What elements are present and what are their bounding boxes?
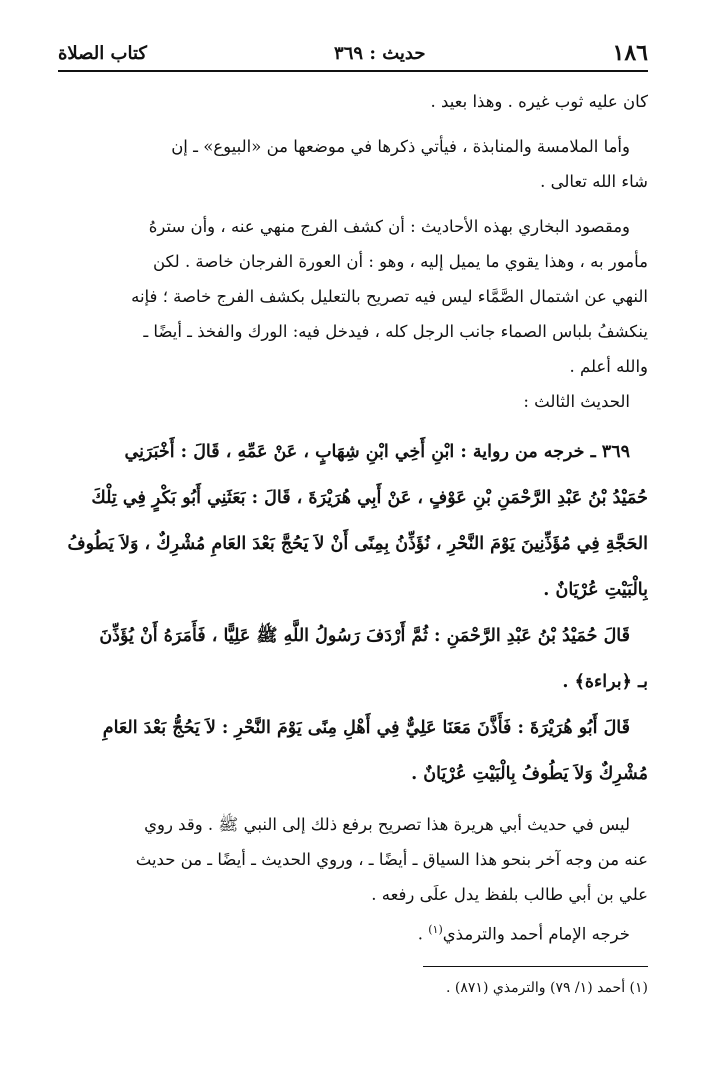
hadith-text-line: بـ ﴿براءة﴾ . [562,672,648,692]
hadith-text-line: ٣٦٩ ـ خرجه من رواية : ابْنِ أَخِي ابْنِ شِهَابٍ ، عَنْ عَمِّهِ ، قَالَ : أَخْبَرَنِي [124,442,630,462]
text-line: شاء الله تعالى . [540,172,648,191]
footnote-marker: (١) [428,923,443,936]
text-line: والله أعلم . [569,357,648,376]
book-title: كتاب الصلاة [58,42,147,64]
page-number: ١٨٦ [612,40,648,66]
page-header [58,36,648,72]
hadith-text-line: مُشْرِكٌ وَلاَ يَطُوفُ بِالْبَيْتِ عُرْيَانٌ . [411,764,648,784]
text-line: النهي عن اشتمال الصَّمَّاء ليس فيه تصريح بالتعليل بكشف الفرج خاصة ؛ فإنه [131,287,648,306]
hadith-text-line: قَالَ أَبُو هُرَيْرَةَ : فَأَذَّنَ مَعَنَا عَلِيٌّ فِي أَهْلِ مِنًى يَوْمَ النَّحْرِ : لاَ يَحُجُّ بَعْدَ العَامِ [102,718,630,738]
text-line [62,912,648,952]
footnote: (١) أحمد (١/ ٧٩) والترمذي (٨٧١) . [446,979,648,996]
text-line: ليس في حديث أبي هريرة هذا تصريح برفع ذلك إلى النبي ﷺ . وقد روي [144,815,630,834]
text-line: كان عليه ثوب غيره . وهذا بعيد . [430,92,648,111]
text-line: عنه من وجه آخر بنحو هذا السياق ـ أيضًا ـ ، وروي الحديث ـ أيضًا ـ من حديث [135,850,648,869]
section-heading: الحديث الثالث : [523,392,630,411]
text-line: ينكشفُ بلباس الصماء جانب الرجل كله ، فيدخل فيه: الورك والفخذ ـ أيضًا ـ [143,322,648,341]
text-line: علي بن أبي طالب بلفظ يدل علَى رفعه . [371,885,648,904]
citation-end: . [417,924,429,944]
hadith-text-line: الحَجَّةِ فِي مُؤَذِّنِينَ يَوْمَ النَّحْرِ ، نُؤَذِّنُ بِمِنًى أَنْ لاَ يَحُجَّ بَعْدَ العَامِ مُشْرِكٌ ، وَلاَ يَطُوفُ [67,534,648,554]
hadith-text-line: بِالْبَيْتِ عُرْيَانٌ . [543,580,648,600]
hadith-number-label: حديث : ٣٦٩ [334,42,426,64]
text-line: ومقصود البخاري بهذه الأحاديث : أن كشف الفرج منهي عنه ، وأن سترهُ [148,217,630,236]
hadith-text-line: حُمَيْدُ بْنُ عَبْدِ الرَّحْمَنِ بْنِ عَوْفٍ ، عَنْ أَبِي هُرَيْرَةَ ، قَالَ : بَعَثَنِي أَبُو بَكْرٍ فِي تِلْكَ [91,488,648,508]
hadith-text-line: قَالَ حُمَيْدُ بْنُ عَبْدِ الرَّحْمَنِ : ثُمَّ أَرْدَفَ رَسُولُ اللَّهِ ﷺ عَلِيًّا ، فَأَمَرَهُ أَنْ يُؤَذِّنَ [99,626,630,646]
page-body [62,84,648,1001]
footnote-separator [423,966,648,967]
text-line: وأما الملامسة والمنابذة ، فيأتي ذكرها في موضعها من «البيوع» ـ إن [171,137,630,156]
citation-text: خرجه الإمام أحمد والترمذي [442,924,630,944]
text-line: مأمور به ، وهذا يقوي ما يميل إليه ، وهو : أن العورة الفرجان خاصة . لكن [153,252,648,271]
